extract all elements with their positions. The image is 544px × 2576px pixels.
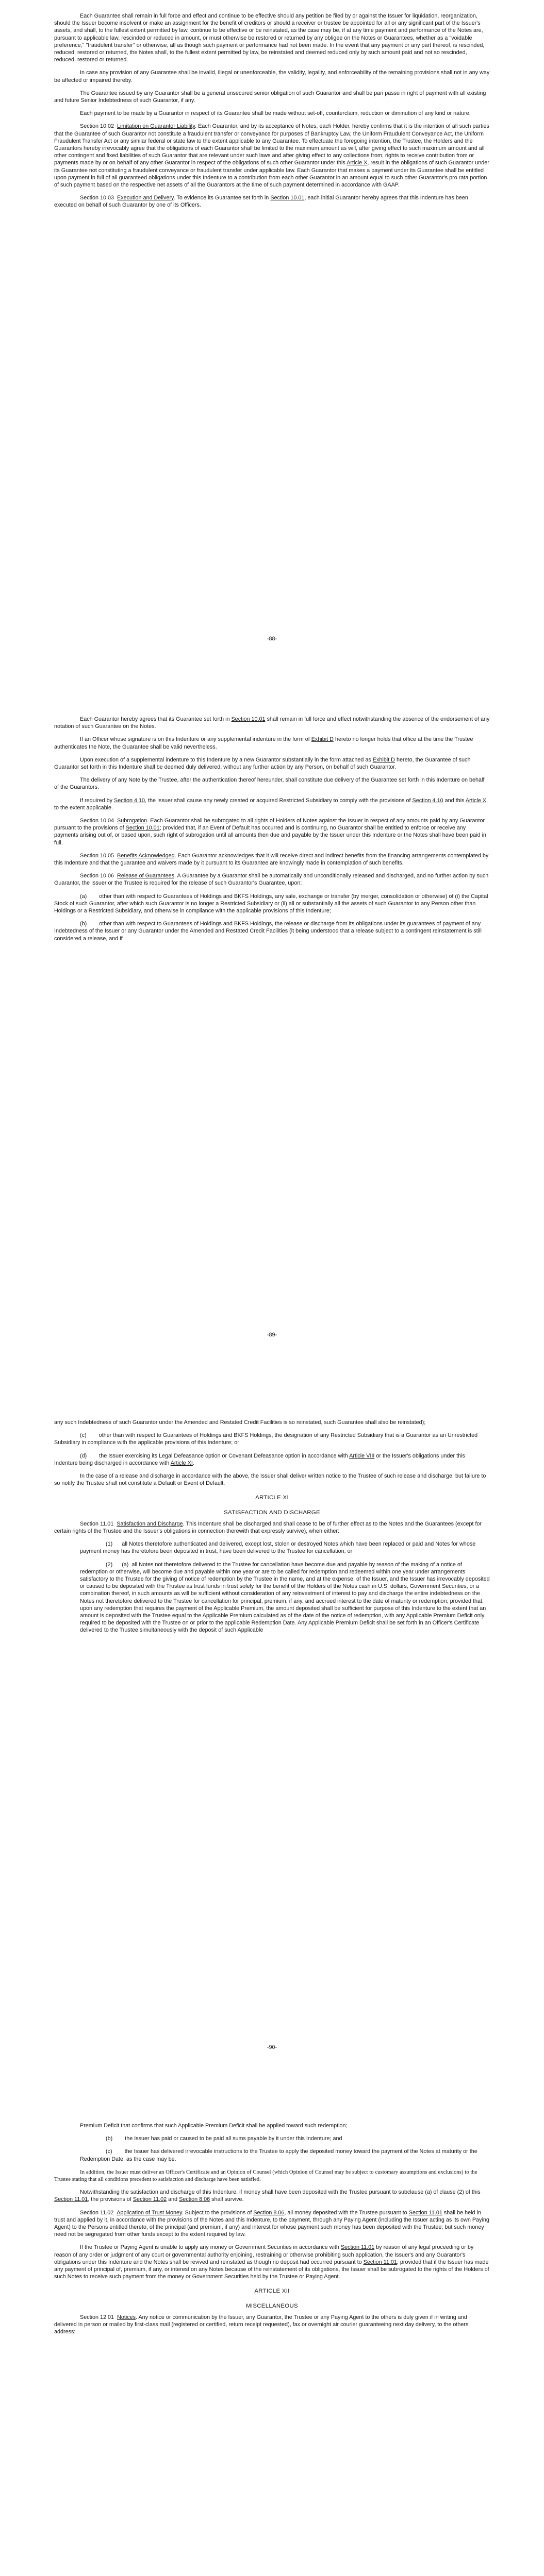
cross-reference: Section 11.01: [408, 2209, 442, 2216]
section-10-04: Section 10.04 Subrogation. Each Guarantor shall be subrogated to all rights of Holders of Notes against the Issuer in respect of any amounts paid by any Guarantor pursuant to the provisions of Section 10.01; provided that, if an Event of Default has occurred and is continuing, no Guarantor shall be entitled to enforce or receive any payments arising out of, or based upon, such right of subrogation until all amounts then due and payable by the Issuer under this Indenture or the Notes shall have been paid in full.: [54, 818, 486, 846]
list-item: (2) (a) all Notes not theretofore delivered to the Trustee for cancellation have become due and payable by reason of the making of a notice of redemption or otherwise, will become due and payable within one year or are to be called for redemption and redeemed within one year under arrangements satisfactory to the Trustee for the giving of notice of redemption by the Trustee in the name, and at the expense, of the Issuer, and the Issuer has irrevocably deposited or caused to be deposited with the Trustee as trust funds in trust solely for the benefit of the Holders of the Notes cash in U.S. dollars, Government Securities, or a combination thereof, in such amounts as will be sufficient without consideration of any reinvestment of interest to pay and discharge the entire indebtedness on the Notes not theretofore delivered to the Trustee for cancellation for principal, premium, if any, and accrued interest to the date of maturity or redemption; provided that, upon any redemption that requires the payment of the Applicable Premium, the amount deposited shall be sufficient for purpose of this Indenture to the extent that an amount is deposited with the Trustee equal to the Applicable Premium calculated as of the date of the notice of redemption, with any Applicable Premium Deficit only required to be deposited with the Trustee on or prior to the applicable Redemption Date. Any Applicable Premium Deficit shall be set forth in an Officer's Certificate delivered to the Trustee simultaneously with the deposit of such Applicable: [80, 1561, 490, 1634]
item-label: (b): [80, 921, 87, 927]
section-number: Section 11.02: [80, 2209, 114, 2216]
paragraph: If the Trustee or Paying Agent is unable to apply any money or Government Securities in accordance with Section 11.01 by reason of any legal proceeding or by reason of any order or judgment of any court or governmental authority enjoining, restraining or otherwise prohibiting such application, the Issuer's and any Guarantor's obligations under this Indenture and the Notes shall be revived and reinstated as though no deposit had occurred pursuant to Section 11.01; provided that if the Issuer has made any payment of principal of, premium, if any, or interest on any Notes because of the reinstatement of its obligations, the Issuer shall be subrogated to the rights of the Holders of such Notes to receive such payment from the money or Government Securities held by the Trustee or Paying Agent.: [54, 2244, 489, 2280]
paragraph: Premium Deficit that confirms that such Applicable Premium Deficit shall be applied toward such redemption;: [80, 2123, 348, 2129]
section-text: . Each Guarantor, and by its acceptance of Notes, each Holder, hereby confirms that it is the intention of all such parties that the Guarantee of such Guarantor not constitute a fraudulent transfer or conveyance for purposes of Bankruptcy Law, the Uniform Fraudulent Conveyance Act, the Uniform Fraudulent Transfer Act or any similar federal or state law to the extent applicable to any Guarantee. To effectuate the foregoing intention, the Trustee, the Holders and the Guarantors hereby irrevocably agree that the obligations of each Guarantor shall be limited to the maximum amount as will, after giving effect to such maximum amount and all other contingent and fixed liabilities of such Guarantor that are relevant under such laws and after giving effect to any collections from, rights to receive contribution from or payments made by or on behalf of any other Guarantor in respect of the obligations of such other Guarantor under this: [54, 123, 489, 166]
section-title: Notices: [117, 2314, 136, 2320]
item-label: (c): [80, 1432, 87, 1439]
cross-reference: Article X: [347, 160, 368, 166]
paragraph: If an Officer whose signature is on this Indenture or any supplemental indenture in the form of Exhibit D hereto no longer holds that office at the time the Trustee authenticates the Note, the Guarantee shall be valid nevertheless.: [54, 736, 473, 750]
section-number: Section 10.04: [80, 818, 114, 824]
page-number: -88-: [267, 636, 277, 642]
section-title: Benefits Acknowledged: [117, 852, 175, 859]
section-text: . To evidence its Guarantee set forth in: [173, 195, 271, 201]
section-10-05: Section 10.05 Benefits Acknowledged. Each Guarantor acknowledges that it will receive direct and indirect benefits from the financing arrangements contemplated by this Indenture and that the guarantee and waivers made by it pursuant to its Guarantee are knowingly made in contemplation of such benefits.: [54, 852, 489, 867]
item-label: (1): [106, 1541, 113, 1548]
paragraph: The Guarantee issued by any Guarantor shall be a general unsecured senior obligation of such Guarantor and shall be pari passu in right of payment with all existing and future Senior Indebtedness of such Guarantor, if any.: [54, 90, 486, 104]
paragraph: Upon execution of a supplemental indenture to this Indenture by a new Guarantor substantially in the form attached as Exhibit D hereto, the Guarantee of such Guarantor set forth in this Indenture shall be deemed duly delivered, without any further action by any Person, on behalf of such Guarantor.: [54, 756, 471, 771]
list-item: (b) other than with respect to Guarantees of Holdings and BKFS Holdings, the release or discharge from its obligations under its guarantees of payment of any Indebtedness of the Issuer or any Guarantor under the Amended and Restated Credit Facilities (it being understood that a release subject to a contingent reinstatement is still considered a release, and if: [54, 921, 482, 942]
section-title: Subrogation: [117, 818, 147, 824]
list-item: (d) the Issuer exercising its Legal Defeasance option or Covenant Defeasance option in accordance with Article VIII or the Issuer's obligations under this Indenture being discharged in accordance with Article XI.: [54, 1452, 465, 1466]
paragraph: Each Guarantor hereby agrees that its Guarantee set forth in Section 10.01 shall remain in full force and effect notwithstanding the absence of the endorsement of any notation of such Guarantee on the Notes.: [54, 716, 490, 730]
section-number: Section 10.06: [80, 873, 114, 879]
section-number: Section 10.03: [80, 195, 114, 201]
list-item: (c) other than with respect to Guarantees of Holdings and BKFS Holdings, the designation of any Restricted Subsidiary that is a Guarantor as an Unrestricted Subsidiary in compliance with the applicable provisions of this Indenture; or: [54, 1432, 478, 1446]
paragraph: Each payment to be made by a Guarantor in respect of its Guarantee shall be made without set-off, counterclaim, reduction or diminution of any kind or nature.: [80, 110, 471, 117]
paragraph: The delivery of any Note by the Trustee, after the authentication thereof hereunder, shall constitute due delivery of the Guarantee set forth in this Indenture on behalf of the Guarantors.: [54, 777, 485, 791]
list-item: (b) the Issuer has paid or caused to be paid all sums payable by it under this Indenture; and: [106, 2136, 342, 2142]
cross-reference: Section 11.01: [340, 2244, 375, 2251]
paragraph: In the case of a release and discharge in accordance with the above, the Issuer shall deliver written notice to the Trustee of such release and discharge, but failure to so notify the Trustee shall not constitute a Default or Event of Default.: [54, 1473, 486, 1487]
section-10-03: [54, 194, 490, 209]
section-10-02: [54, 123, 490, 189]
list-item: (1) all Notes theretofore authenticated and delivered, except lost, stolen or destroyed Notes which have been replaced or paid and Notes for whose payment money has theretofore been deposited in trust, have been delivered to the Trustee for cancellation; or: [80, 1541, 476, 1555]
cross-reference: Section 10.01: [231, 716, 266, 722]
paragraph: If required by Section 4.10, the Issuer shall cause any newly created or acquired Restricted Subsidiary to comply with the provisions of Section 4.10 and this Article X, to the extent applicable.: [54, 797, 488, 811]
cross-reference: Section 11.02: [133, 2196, 167, 2203]
section-title: Satisfaction and Discharge: [117, 1520, 183, 1527]
cross-reference: Article X: [465, 797, 487, 804]
paragraph: Notwithstanding the satisfaction and discharge of this Indenture, if money shall have been deposited with the Trustee pursuant to subclause (a) of clause (2) of this Section 11.01, the provisions of Section 11.02 and Section 8.06 shall survive.: [54, 2189, 481, 2203]
section-title: Limitation on Guarantor Liability: [117, 123, 195, 130]
section-title: Release of Guarantees: [117, 873, 175, 879]
item-label: (2): [106, 1561, 113, 1568]
page-body: [54, 2122, 490, 2341]
section-10-06: Section 10.06 Release of Guarantees. A Guarantee by a Guarantor shall be automatically and unconditionally released and discharged, and no further action by such Guarantor, the Issuer or the Trustee is required for the release of such Guarantor's Guarantee, upon:: [54, 873, 489, 887]
section-text: , each initial Guarantor hereby agrees that this Indenture has been executed on behalf of such Guarantor by one of its Officers.: [54, 195, 468, 209]
cross-reference: Section 11.01: [363, 2259, 397, 2265]
article-heading: ARTICLE XII: [254, 2288, 290, 2295]
item-label: (d): [80, 1452, 87, 1459]
paragraph: In case any provision of any Guarantee shall be invalid, illegal or unenforceable, the validity, legality, and enforceability of the remaining provisions shall not in any way be affected or impaired thereby.: [54, 70, 490, 83]
article-title: MISCELLANEOUS: [246, 2302, 298, 2309]
section-12-01: Section 12.01 Notices. Any notice or communication by the Issuer, any Guarantor, the Trustee or any Paying Agent to the others is duly given if in writing and delivered in person or mailed by first-class mail (registered or certified, return receipt requested), fax or overnight air courier guaranteeing next day delivery, to the others' address:: [54, 2314, 470, 2335]
cross-reference: Section 11.01: [54, 2196, 88, 2203]
cross-reference: Section 10.01: [125, 825, 160, 832]
item-label: (a): [122, 1561, 129, 1568]
document-page-88: [0, 0, 544, 703]
document-page-89: [0, 703, 544, 1406]
paragraph: any such Indebtedness of such Guarantor under the Amended and Restated Credit Facilities is so reinstated, such Guarantee shall also be reinstated);: [54, 1419, 426, 1426]
section-number: Section 11.01: [80, 1520, 114, 1527]
section-number: Section 10.02: [80, 123, 114, 130]
item-label: (c): [106, 2148, 112, 2155]
cross-reference: Article XI: [170, 1460, 193, 1466]
cross-reference: Exhibit D: [311, 736, 334, 743]
document-page-90: [0, 1406, 544, 2110]
section-number: Section 10.05: [80, 852, 114, 859]
document-page-91: [0, 2110, 544, 2576]
paragraph: Each Guarantee shall remain in full force and effect and continue to be effective should any petition be filed by or against the Issuer for liquidation, reorganization, should the Issuer become insolvent or make an assignment for the benefit of creditors or should a receiver or trustee be appointed for all or any significant part of the Issuer's assets, and shall, to the fullest extent permitted by law, continue to be effective or be reinstated, as the case may be, if at any time payment and performance of the Notes are, pursuant to applicable law, rescinded or reduced in amount, or must otherwise be restored or returned by any obligee on the Notes or Guarantees, whether as a "voidable preference," "fraudulent transfer" or otherwise, all as though such payment or performance had not been made. In the event that any payment or any part thereof, is rescinded, reduced, restored or returned, the Notes shall, to the fullest extent permitted by law, be reinstated and deemed reduced only by such amount paid and not so rescinded, reduced, restored or returned.: [54, 13, 485, 63]
page-body: [54, 716, 490, 948]
article-title: SATISFACTION AND DISCHARGE: [224, 1509, 320, 1516]
section-text: , result in the obligations of such Guarantor under its Guarantee not constituting a fraudulent conveyance or fraudulent transfer under applicable law. Each Guarantor that makes a payment under its Guarantee shall be entitled upon payment in full of all guaranteed obligations under this Indenture to a contribution from each other Guarantor in an amount equal to such other Guarantor's pro rata portion of such payment based on the respective net assets of all the Guarantors at the time of such payment determined in accordance with GAAP.: [54, 160, 489, 189]
cross-reference: Article VIII: [349, 1452, 375, 1459]
cross-reference: Section 10.01: [270, 195, 305, 201]
page-number: -90-: [267, 2044, 277, 2050]
cross-reference: Section 4.10: [412, 797, 443, 804]
cross-reference: Exhibit D: [372, 756, 395, 763]
section-title: Execution and Delivery: [117, 195, 174, 201]
cross-reference: Section 8.06: [253, 2209, 285, 2216]
item-label: (a): [80, 893, 87, 900]
section-11-02: Section 11.02 Application of Trust Money. Subject to the provisions of Section 8.06, all money deposited with the Trustee pursuant to Section 11.01 shall be held in trust and applied by it, in accordance with the provisions of the Notes and this Indenture, to the payment, through any Paying Agent (including the Issuer acting as its own Paying Agent) to the Persons entitled thereto, of the principal (and premium, if any) and interest for whose payment such money has been deposited with the Trustee; but such money need not be segregated from other funds except to the extent required by law.: [54, 2209, 489, 2238]
item-label: (b): [106, 2136, 113, 2142]
section-title: Application of Trust Money: [117, 2209, 182, 2216]
section-number: Section 12.01: [80, 2314, 114, 2320]
section-11-01: Section 11.01 Satisfaction and Discharge. This Indenture shall be discharged and shall cease to be of further effect as to the Notes and the Guarantees (except for certain rights of the Trustee and the Issuer's obligations in connection therewith that expressly survive), when either:: [54, 1520, 482, 1535]
paragraph: In addition, the Issuer must deliver an Officer's Certificate and an Opinion of Counsel (which Opinion of Counsel may be subject to customary assumptions and exclusions) to the Trustee stating that all conditions precedent to satisfaction and discharge have been satisfied.: [54, 2168, 477, 2183]
article-heading: ARTICLE XI: [255, 1495, 289, 1501]
cross-reference: Section 8.06: [179, 2196, 210, 2203]
page-body: [54, 12, 490, 215]
page-number: -89-: [267, 1332, 277, 1338]
list-item: (a) other than with respect to Guarantees of Holdings and BKFS Holdings, any sale, exchange or transfer (by merger, consolidation or otherwise) of (i) the Capital Stock of such Guarantor, after which such Guarantor is no longer a Restricted Subsidiary or (ii) all or substantially all the assets of such Guarantor to any Person other than Holdings or a Restricted Subsidiary, and otherwise in compliance with the applicable provisions of this Indenture;: [54, 893, 488, 914]
cross-reference: Section 4.10: [114, 797, 145, 804]
list-item: (c) the Issuer has delivered irrevocable instructions to the Trustee to apply the deposited money toward the payment of the Notes at maturity or the Redemption Date, as the case may be.: [80, 2148, 477, 2162]
page-body: [54, 1419, 490, 1640]
